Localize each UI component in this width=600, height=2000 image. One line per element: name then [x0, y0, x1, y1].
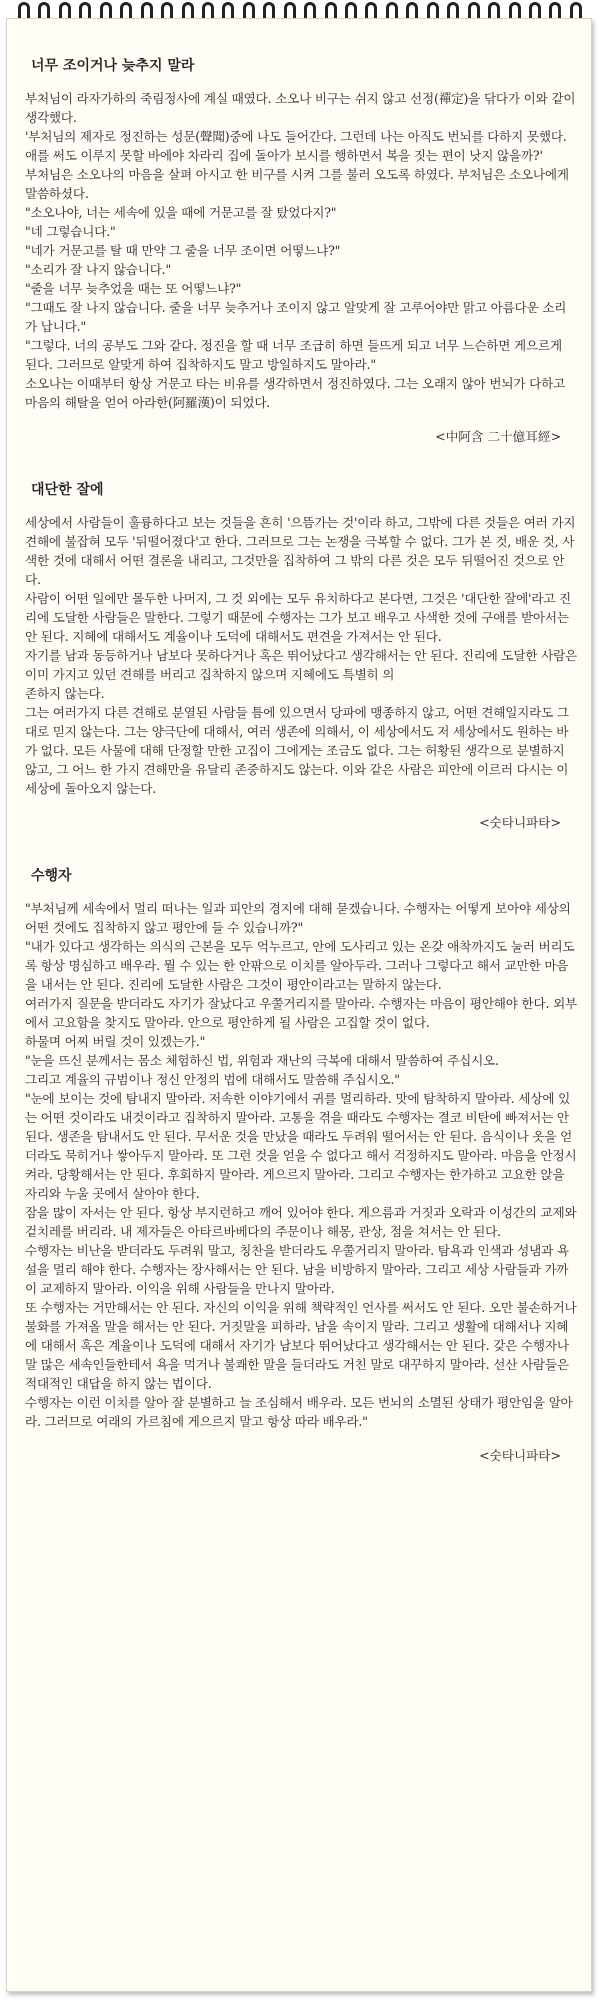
section-title: 너무 조이거나 늦추지 말라: [31, 58, 195, 74]
section-body: [25, 513, 577, 798]
paragraph: 수행자는 비난을 받더라도 두려워 말고, 칭찬을 받더라도 우쭐거리지 말아라. 탐욕과 인색과 성냄과 욕설을 멀리 해야 한다. 수행자는 장사해서는 안 된다. 남을 비방하지 말아라. 그리고 세상 사람들과 가까이 교제하지 말아라. 이익을 위해 사람들을 만나지 말아라.: [25, 1243, 569, 1296]
section-body: [25, 89, 577, 412]
paragraph: "부처님께 세속에서 멀리 떠나는 일과 피안의 경지에 대해 묻겠습니다. 수행자는 어떻게 보아야 세상의 어떤 것에도 집착하지 않고 평안에 들 수 있습니까?": [25, 901, 571, 935]
section-title: 수행자: [31, 868, 72, 884]
paragraph: "눈에 보이는 것에 탐내지 말아라. 저속한 이야기에서 귀를 멀리하라. 맛에 탐착하지 말아라. 세상에 있는 어떤 것이라도 내것이라고 집착하지 말아라. 고통을 겪을 때라도 수행자는 결코 비탄에 빠져서는 안 된다. 생존을 탐내서도 안 된다. 무서운 것을 만났을 때라도 두려워 떨어서는 안 된다. 음식이나 옷을 얻더라도 묵히거나 쌓아두지 말아라. 또 그런 것을 얻을 수 없다고 해서 걱정하지도 말아라. 마음을 안정시켜라. 당황해서는 안 된다. 후회하지 말아라. 게으르지 말아라. 그리고 수행자는 한가하고 고요한 앉을 자리와 누울 곳에서 살아야 한다.: [25, 1091, 577, 1201]
paragraph: "네 그렇습니다.": [25, 224, 116, 239]
paragraph: "소오나야, 너는 세속에 있을 때에 거문고를 잘 탔었다지?": [25, 205, 337, 220]
source-citation: <숫타니파타>: [479, 815, 561, 830]
section-1: [25, 55, 577, 445]
paragraph: "눈을 뜨신 분께서는 몸소 체험하신 법, 위험과 재난의 극복에 대해서 말씀하여 주십시오.: [25, 1053, 499, 1068]
paragraph: 부처님이 라자가하의 죽림정사에 계실 때였다. 소오나 비구는 쉬지 않고 선정(禪定)을 닦다가 이와 같이 생각했다.: [25, 91, 576, 125]
paragraph: 수행자는 이런 이치를 알아 잘 분별하고 늘 조심해서 배우라. 모든 번뇌의 소멸된 상태가 평안임을 알아라. 그러므로 여래의 가르침에 게으르지 말고 항상 따라 배우라.": [25, 1395, 573, 1429]
paragraph: "소리가 잘 나지 않습니다.": [25, 262, 172, 277]
paragraph: 그리고 계율의 규범이나 정신 안정의 법에 대해서도 말씀해 주십시오.": [25, 1072, 400, 1087]
paragraph: 잠을 많이 자서는 안 된다. 항상 부지런하고 깨어 있어야 한다. 게으름과 거짓과 오락과 이성간의 교제와 겉치레를 버리라. 내 제자들은 아타르바베다의 주문이나 해몽, 관상, 점을 쳐서는 안 된다.: [25, 1205, 577, 1239]
paragraph: 사람이 어떤 일에만 몰두한 나머지, 그 것 외에는 모두 유치하다고 본다면, 그것은 '대단한 잘에'라고 진리에 도달한 사람들은 말한다. 그렇기 때문에 수행자는 그가 보고 배우고 사색한 것에 구애를 받아서는 안 된다. 지혜에 대해서도 계율이나 도덕에 대해서도 편견을 가져서는 안 된다.: [25, 591, 571, 644]
paragraph: 세상에서 사람들이 훌륭하다고 보는 것들을 흔히 '으뜸가는 것'이라 하고, 그밖에 다른 것들은 여러 가지 견해에 불잡혀 모두 '뒤떨어졌다'고 한다. 그러므로 그는 논쟁을 극복할 수 없다. 그가 본 것, 배운 것, 사색한 것에 대해서 어떤 결론을 내리고, 그것만을 집착하여 그 밖의 다른 것은 모두 뒤떨어진 것으로 안다.: [25, 515, 576, 587]
source-citation: <숫타니파타>: [479, 1448, 561, 1463]
paragraph: "네가 거문고를 탈 때 만약 그 줄을 너무 조이면 어떻느냐?": [25, 243, 341, 258]
paragraph: 하물며 어찌 버릴 것이 있겠는가.": [25, 1034, 206, 1049]
section-title: 대단한 잘에: [31, 482, 104, 498]
paragraph: "줄을 너무 늦추었을 때는 또 어떻느냐?": [25, 281, 242, 296]
section-3: [25, 865, 577, 1464]
paragraph: 또 수행자는 거만해서는 안 된다. 자신의 이익을 위해 책략적인 언사를 써서도 안 된다. 오만 불손하거나 불화를 가져올 말을 해서는 안 된다. 거짓말을 피하라. 남을 속이지 말라. 그리고 생활에 대해서나 지혜에 대해서 혹은 계율이나 도덕에 대해서 자기가 남보다 뛰어났다고 생각해서는 안 된다. 갖은 수행자나 말 많은 세속인들한테서 욕을 먹거나 불쾌한 말을 들더라도 거친 말로 대꾸하지 말아라. 선산 사람들은 적대적인 대답을 하지 않는 법이다.: [25, 1300, 577, 1391]
source-citation: <中阿含 二十億耳經>: [435, 429, 561, 444]
paragraph: 부처님은 소오나의 마음을 살펴 아시고 한 비구를 시켜 그를 불러 오도록 하였다. 부처님은 소오나에게 말씀하셨다.: [25, 167, 569, 201]
paragraph: "그때도 잘 나지 않습니다. 줄을 너무 늦추거나 조이지 않고 알맞게 잘 고루어야만 맑고 아름다운 소리가 납니다.": [25, 300, 567, 334]
paragraph: "내가 있다고 생각하는 의식의 근본을 모두 억누르고, 안에 도사리고 있는 온갖 애착까지도 눌러 버리도록 항상 명심하고 배우라. 뭘 수 있는 한 안팎으로 이치를 알아두라. 그러나 그렇다고 해서 교만한 마음을 내서는 안 된다. 진리에 도달한 사람은 그것이 평안이라고는 말하지 않는다.: [25, 939, 575, 992]
paragraph: '부처님의 제자로 정진하는 성문(聲聞)중에 나도 들어간다. 그런데 나는 아직도 번뇌를 다하지 못했다. 애를 써도 이루지 못할 바에야 차라리 집에 돌아가 보시를 행하면서 복을 짓는 편이 낫지 않을까?': [25, 129, 567, 163]
paragraph: 존하지 않는다.: [25, 686, 105, 701]
paragraph: 여러가지 질문을 받더라도 자기가 잘났다고 우쭐거리지를 말아라. 수행자는 마음이 평안해야 한다. 외부에서 고요함을 찾지도 말아라. 안으로 평안하게 될 사람은 고집할 것이 없다.: [25, 996, 577, 1030]
section-2: [25, 479, 577, 831]
paragraph: 소오나는 이때부터 항상 거문고 타는 비유를 생각하면서 정진하였다. 그는 오래지 않아 번뇌가 다하고 마음의 해탈을 얻어 아라한(阿羅漢)이 되었다.: [25, 376, 566, 410]
section-body: [25, 899, 577, 1431]
paragraph: 자기를 남과 동등하거나 남보다 못하다거나 혹은 뛰어났다고 생각해서는 안 된다. 진리에 도달한 사람은 이미 가지고 있던 견해를 버리고 집착하지 않으며 지혜에도 특별히 의: [25, 648, 577, 682]
paragraph: "그렇다. 너의 공부도 그와 같다. 정진을 할 때 너무 조급히 하면 들뜨게 되고 너무 느슨하면 게으르게 된다. 그러므로 알맞게 하여 집착하지도 말고 방일하지도 말아라.": [25, 338, 562, 372]
notebook-page: [6, 18, 592, 1992]
paragraph: 그는 여러가지 다른 견해로 분열된 사람들 틈에 있으면서 당파에 맹종하지 않고, 어떤 견해일지라도 그대로 믿지 않는다. 그는 양극단에 대해서, 여러 생존에 의해서, 이 세상에서도 저 세상에서도 원하는 바가 없다. 모든 사물에 대해 단정할 만한 고집이 그에게는 조금도 없다. 그는 허황된 생각으로 분별하지 않고, 그 어느 한 가지 견해만을 유달리 존중하지도 않는다. 이와 같은 사람은 피안에 이르러 다시는 이 세상에 돌아오지 않는다.: [25, 705, 569, 796]
